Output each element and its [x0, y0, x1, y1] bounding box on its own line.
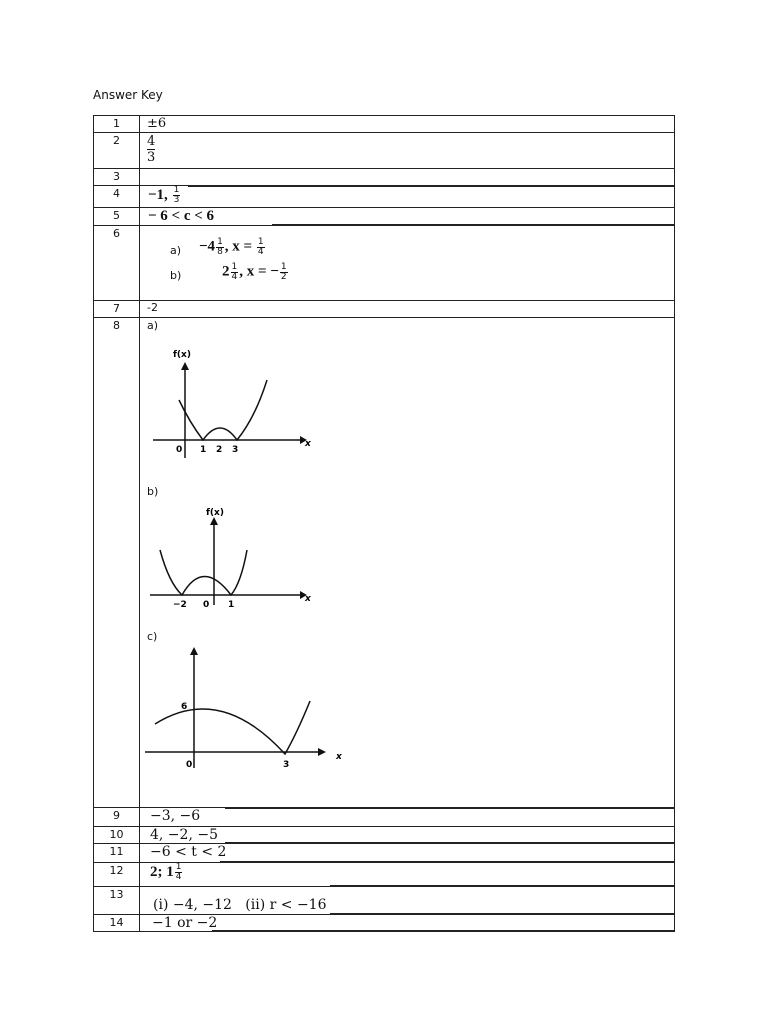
part-c-label: c)	[147, 630, 158, 643]
answer-cell	[140, 226, 675, 301]
graph-b	[145, 503, 325, 613]
fraction-denominator: 2	[280, 272, 287, 282]
tick-label: 0	[186, 760, 193, 770]
y-value-label: 6	[181, 702, 188, 712]
table-row	[94, 169, 675, 186]
question-number: 8	[94, 318, 140, 808]
part-b-answer	[222, 263, 289, 282]
table-row	[94, 186, 675, 208]
answer-text: , x =	[224, 238, 256, 255]
answer-text: −6 < t < 2	[150, 844, 227, 860]
question-number: 3	[94, 169, 140, 186]
part-b-label: b)	[170, 269, 182, 282]
question-number: 13	[94, 887, 140, 915]
x-axis-label: x	[305, 594, 311, 604]
table-row	[94, 887, 675, 915]
fraction	[280, 263, 288, 282]
part-b-label: b)	[147, 485, 159, 498]
fraction-numerator: 1	[217, 237, 223, 247]
curve	[155, 701, 310, 754]
answer-cell	[140, 301, 675, 318]
answer-cell	[140, 208, 675, 226]
tick-label: 3	[283, 760, 290, 770]
graph-c	[140, 643, 350, 778]
answer-text: -2	[147, 301, 158, 314]
answer-underline	[188, 186, 674, 187]
question-number: 2	[94, 133, 140, 169]
table-row	[94, 133, 675, 169]
answer-key-table	[93, 115, 675, 932]
table-row	[94, 301, 675, 318]
answer-text: , x = −	[239, 263, 279, 280]
fraction-numerator: 1	[280, 262, 287, 272]
answer-text: −1,	[148, 186, 172, 203]
curve	[160, 550, 247, 595]
x-axis-label: x	[305, 439, 311, 449]
table-row	[94, 226, 675, 301]
fraction-denominator: 4	[257, 247, 264, 257]
table-row	[94, 844, 675, 863]
answer-text: 2	[222, 263, 230, 280]
fraction	[175, 863, 183, 882]
fraction	[231, 263, 239, 282]
answer-text: 4, −2, −5	[150, 827, 218, 843]
page-title: Answer Key	[93, 88, 163, 102]
table-row	[94, 863, 675, 887]
fraction	[257, 238, 265, 257]
answer-text: (i) −4, −12 (ii) r < −16	[153, 897, 327, 913]
table-row	[94, 318, 675, 808]
tick-label: 2	[216, 445, 223, 455]
tick-label: 0	[203, 600, 210, 610]
answer-cell	[140, 844, 675, 863]
answer-cell	[140, 887, 675, 915]
arrow-icon	[210, 517, 218, 525]
question-number: 4	[94, 186, 140, 208]
part-a-answer	[199, 238, 266, 257]
tick-label: 1	[228, 600, 235, 610]
answer-cell	[140, 133, 675, 169]
table-row	[94, 116, 675, 133]
x-axis-label: x	[336, 752, 342, 762]
answer-cell	[140, 827, 675, 844]
y-axis-label: f(x)	[173, 350, 191, 360]
question-number: 1	[94, 116, 140, 133]
table-row	[94, 808, 675, 827]
question-number: 12	[94, 863, 140, 887]
answer-text: ±6	[147, 116, 167, 131]
arrow-icon	[318, 748, 326, 756]
answer-underline	[212, 930, 674, 931]
fraction-numerator: 1	[173, 185, 180, 195]
fraction-denominator: 3	[173, 195, 180, 205]
tick-label: 1	[200, 445, 207, 455]
answer-text: −1 or −2	[152, 915, 218, 931]
tick-label: −2	[173, 600, 187, 610]
fraction-numerator: 1	[257, 237, 264, 247]
arrow-icon	[190, 647, 198, 655]
fraction-numerator: 1	[231, 262, 238, 272]
answer-text: − 6 < c < 6	[148, 208, 215, 224]
fraction-denominator: 8	[217, 247, 223, 257]
fraction-numerator: 4	[147, 134, 156, 149]
answer-underline	[225, 808, 674, 809]
question-number: 9	[94, 808, 140, 827]
answer-text: −4	[199, 238, 216, 255]
tick-label: 0	[176, 445, 183, 455]
question-number: 5	[94, 208, 140, 226]
answer-cell	[140, 808, 675, 827]
answer-text: 2; 1	[150, 863, 174, 880]
fraction-numerator: 1	[175, 862, 182, 872]
fraction-denominator: 4	[175, 872, 182, 882]
table-row	[94, 827, 675, 844]
fraction-denominator: 4	[231, 272, 238, 282]
question-number: 14	[94, 915, 140, 932]
question-number: 7	[94, 301, 140, 318]
answer-cell	[140, 169, 675, 186]
table-row	[94, 208, 675, 226]
answer-cell	[140, 915, 675, 932]
answer-cell	[140, 186, 675, 208]
fraction	[216, 238, 224, 257]
part-a-label: a)	[147, 319, 159, 332]
answer-cell	[140, 863, 675, 887]
question-number: 11	[94, 844, 140, 863]
curve	[179, 380, 267, 440]
tick-label: 3	[232, 445, 239, 455]
part-a-label: a)	[170, 244, 182, 257]
fraction-denominator: 3	[147, 150, 156, 165]
answer-cell	[140, 318, 675, 808]
question-number: 6	[94, 226, 140, 301]
table-row	[94, 915, 675, 932]
answer-text: −3, −6	[150, 808, 201, 824]
fraction	[173, 186, 181, 205]
graph-a	[145, 348, 325, 458]
y-axis-label: f(x)	[206, 508, 224, 518]
arrow-icon	[181, 362, 189, 370]
fraction	[147, 134, 155, 165]
question-number: 10	[94, 827, 140, 844]
answer-cell	[140, 116, 675, 133]
